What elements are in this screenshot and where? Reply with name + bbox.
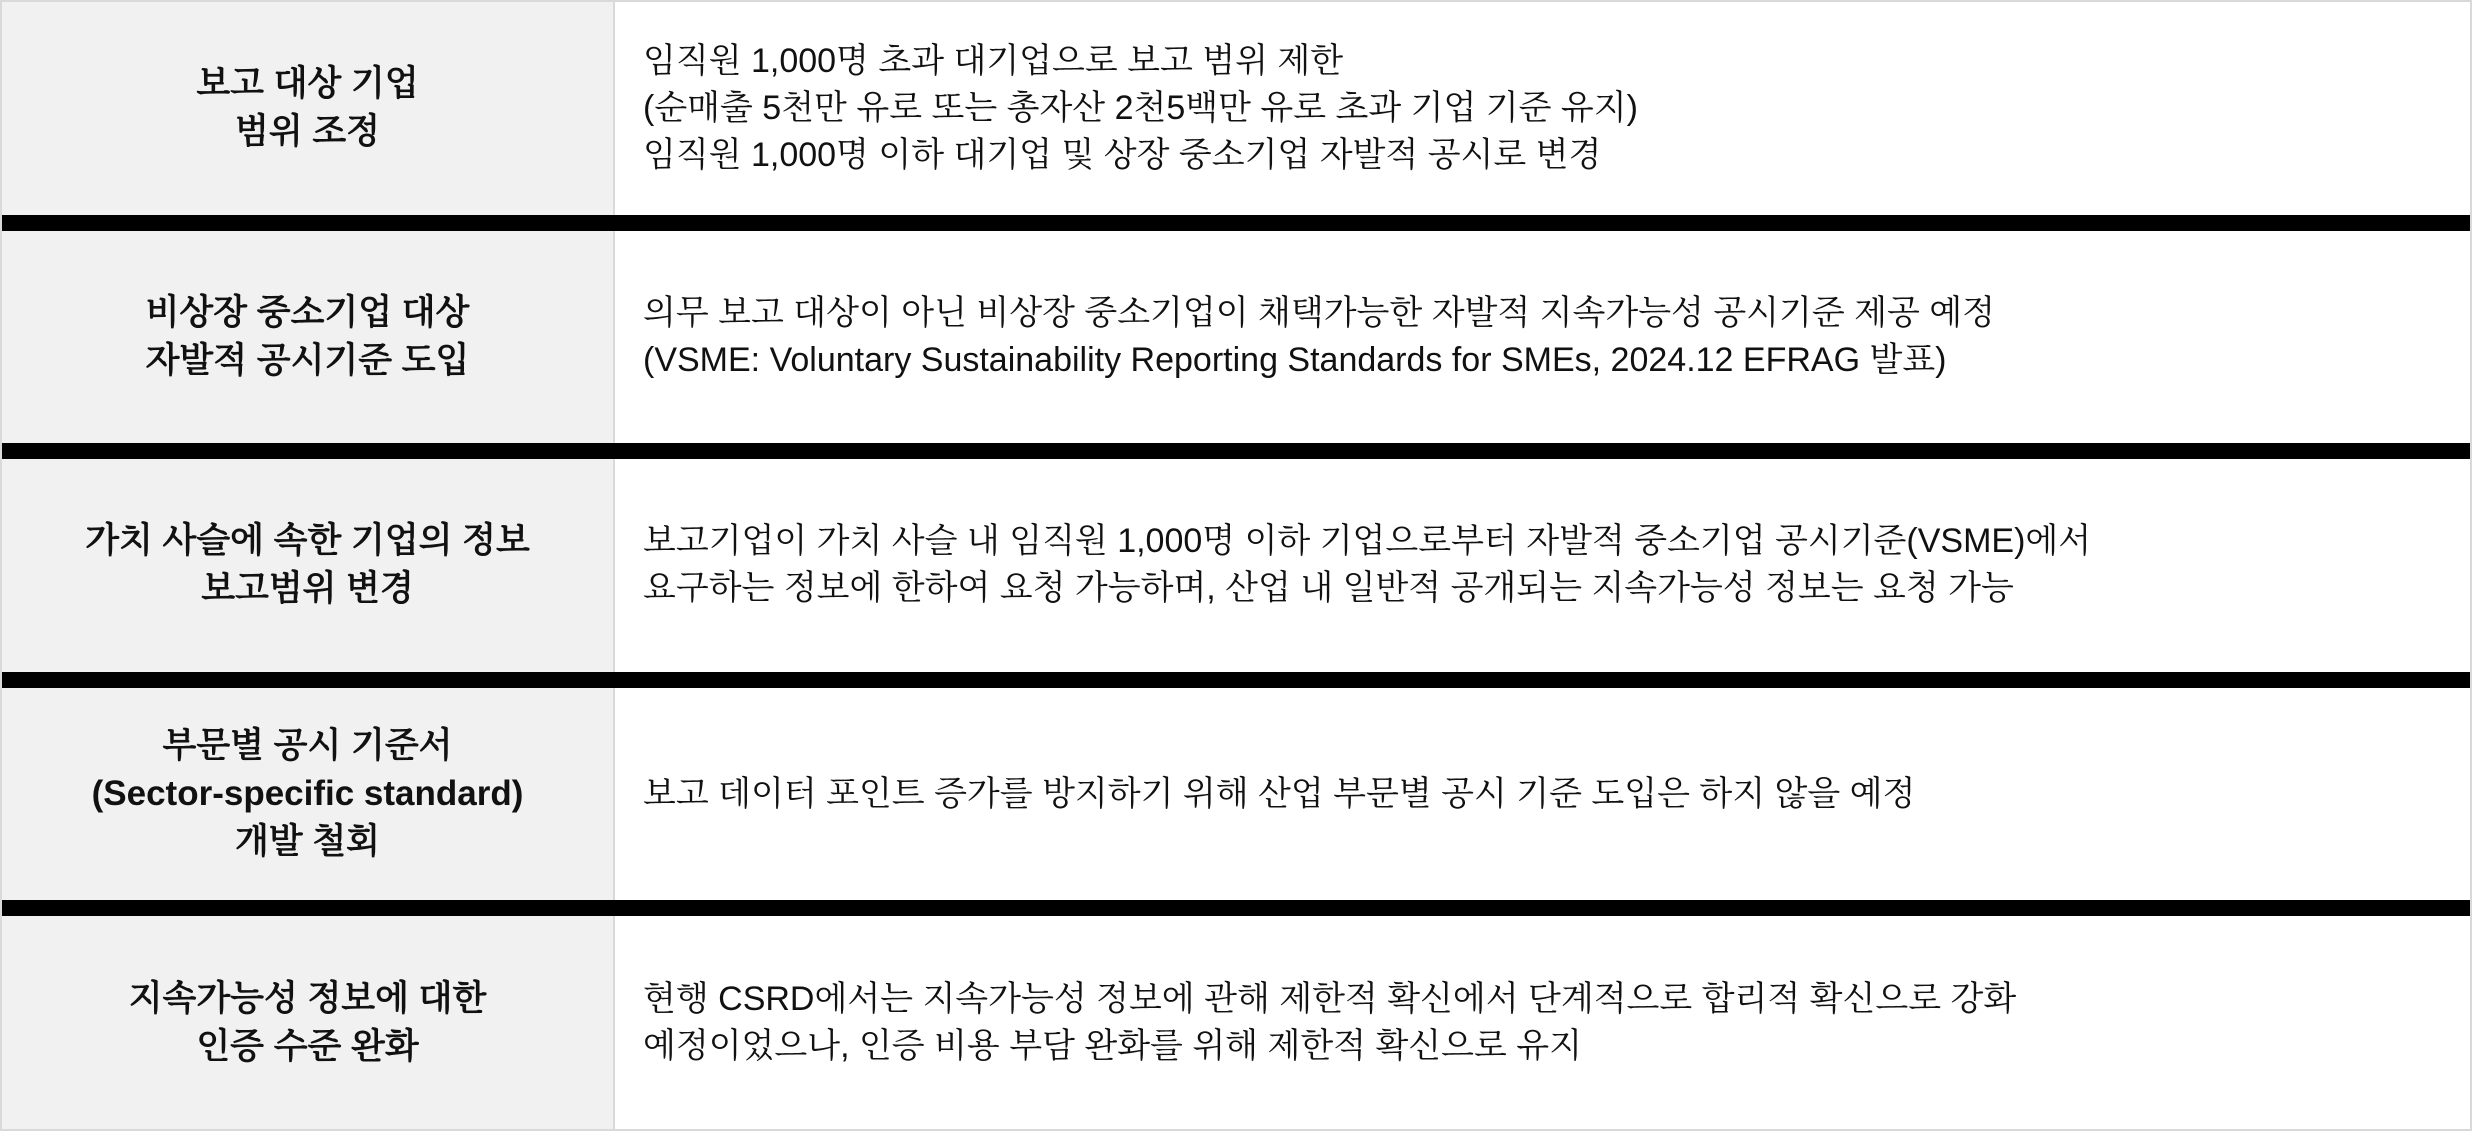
row-header-line: 인증 수준 완화 — [196, 1026, 419, 1066]
row-body-line: 현행 CSRD에서는 지속가능성 정보에 관해 제한적 확신에서 단계적으로 합리적 확신으로 강화 — [643, 979, 2017, 1018]
row-body-line: 임직원 1,000명 이하 대기업 및 상장 중소기업 자발적 공시로 변경 — [643, 135, 1602, 174]
row-body-cell — [615, 231, 2470, 444]
row-header-line: 개발 철회 — [235, 822, 380, 862]
row-header-line: (Sector-specific standard) — [91, 774, 524, 814]
row-header-line: 부문별 공시 기준서 — [162, 726, 453, 766]
row-header-line: 지속가능성 정보에 대한 — [128, 978, 487, 1018]
table-row — [2, 459, 2470, 672]
row-header-line: 비상장 중소기업 대상 — [145, 292, 470, 332]
row-header-line: 범위 조정 — [235, 112, 380, 152]
row-header-cell — [2, 231, 615, 444]
row-header-line: 자발적 공시기준 도입 — [145, 340, 470, 380]
row-body-line: 보고 데이터 포인트 증가를 방지하기 위해 산업 부문별 공시 기준 도입은 하지 않을 예정 — [643, 774, 1916, 813]
row-divider — [2, 900, 2470, 916]
row-header-line: 가치 사슬에 속한 기업의 정보 — [85, 521, 530, 561]
row-body-line: 의무 보고 대상이 아닌 비상장 중소기업이 채택가능한 자발적 지속가능성 공시기준 제공 예정 — [643, 293, 1995, 332]
row-body-cell — [615, 2, 2470, 215]
row-body-line: 요구하는 정보에 한하여 요청 가능하며, 산업 내 일반적 공개되는 지속가능성 정보는 요청 가능 — [643, 569, 2014, 608]
row-header-cell — [2, 459, 615, 672]
row-body-line: 임직원 1,000명 초과 대기업으로 보고 범위 제한 — [643, 41, 1344, 80]
table-row — [2, 688, 2470, 901]
row-body-line: (순매출 5천만 유로 또는 총자산 2천5백만 유로 초과 기업 기준 유지) — [643, 88, 1638, 127]
row-header-cell — [2, 916, 615, 1129]
row-body-cell — [615, 916, 2470, 1129]
row-header-line: 보고범위 변경 — [201, 569, 414, 609]
row-header-cell — [2, 688, 615, 901]
row-body-line: 보고기업이 가치 사슬 내 임직원 1,000명 이하 기업으로부터 자발적 중소기업 공시기준(VSME)에서 — [643, 522, 2092, 561]
row-body-cell — [615, 459, 2470, 672]
row-body-line: 예정이었으나, 인증 비용 부담 완화를 위해 제한적 확신으로 유지 — [643, 1026, 1582, 1065]
row-body-line: (VSME: Voluntary Sustainability Reporting Standards for SMEs, 2024.12 EFRAG 발표) — [643, 340, 1947, 379]
table-row — [2, 916, 2470, 1129]
row-divider — [2, 215, 2470, 231]
row-header-cell — [2, 2, 615, 215]
row-body-cell — [615, 688, 2470, 901]
row-header-line: 보고 대상 기업 — [196, 64, 419, 104]
row-divider — [2, 672, 2470, 688]
table-row — [2, 2, 2470, 215]
row-divider — [2, 443, 2470, 459]
table-row — [2, 231, 2470, 444]
